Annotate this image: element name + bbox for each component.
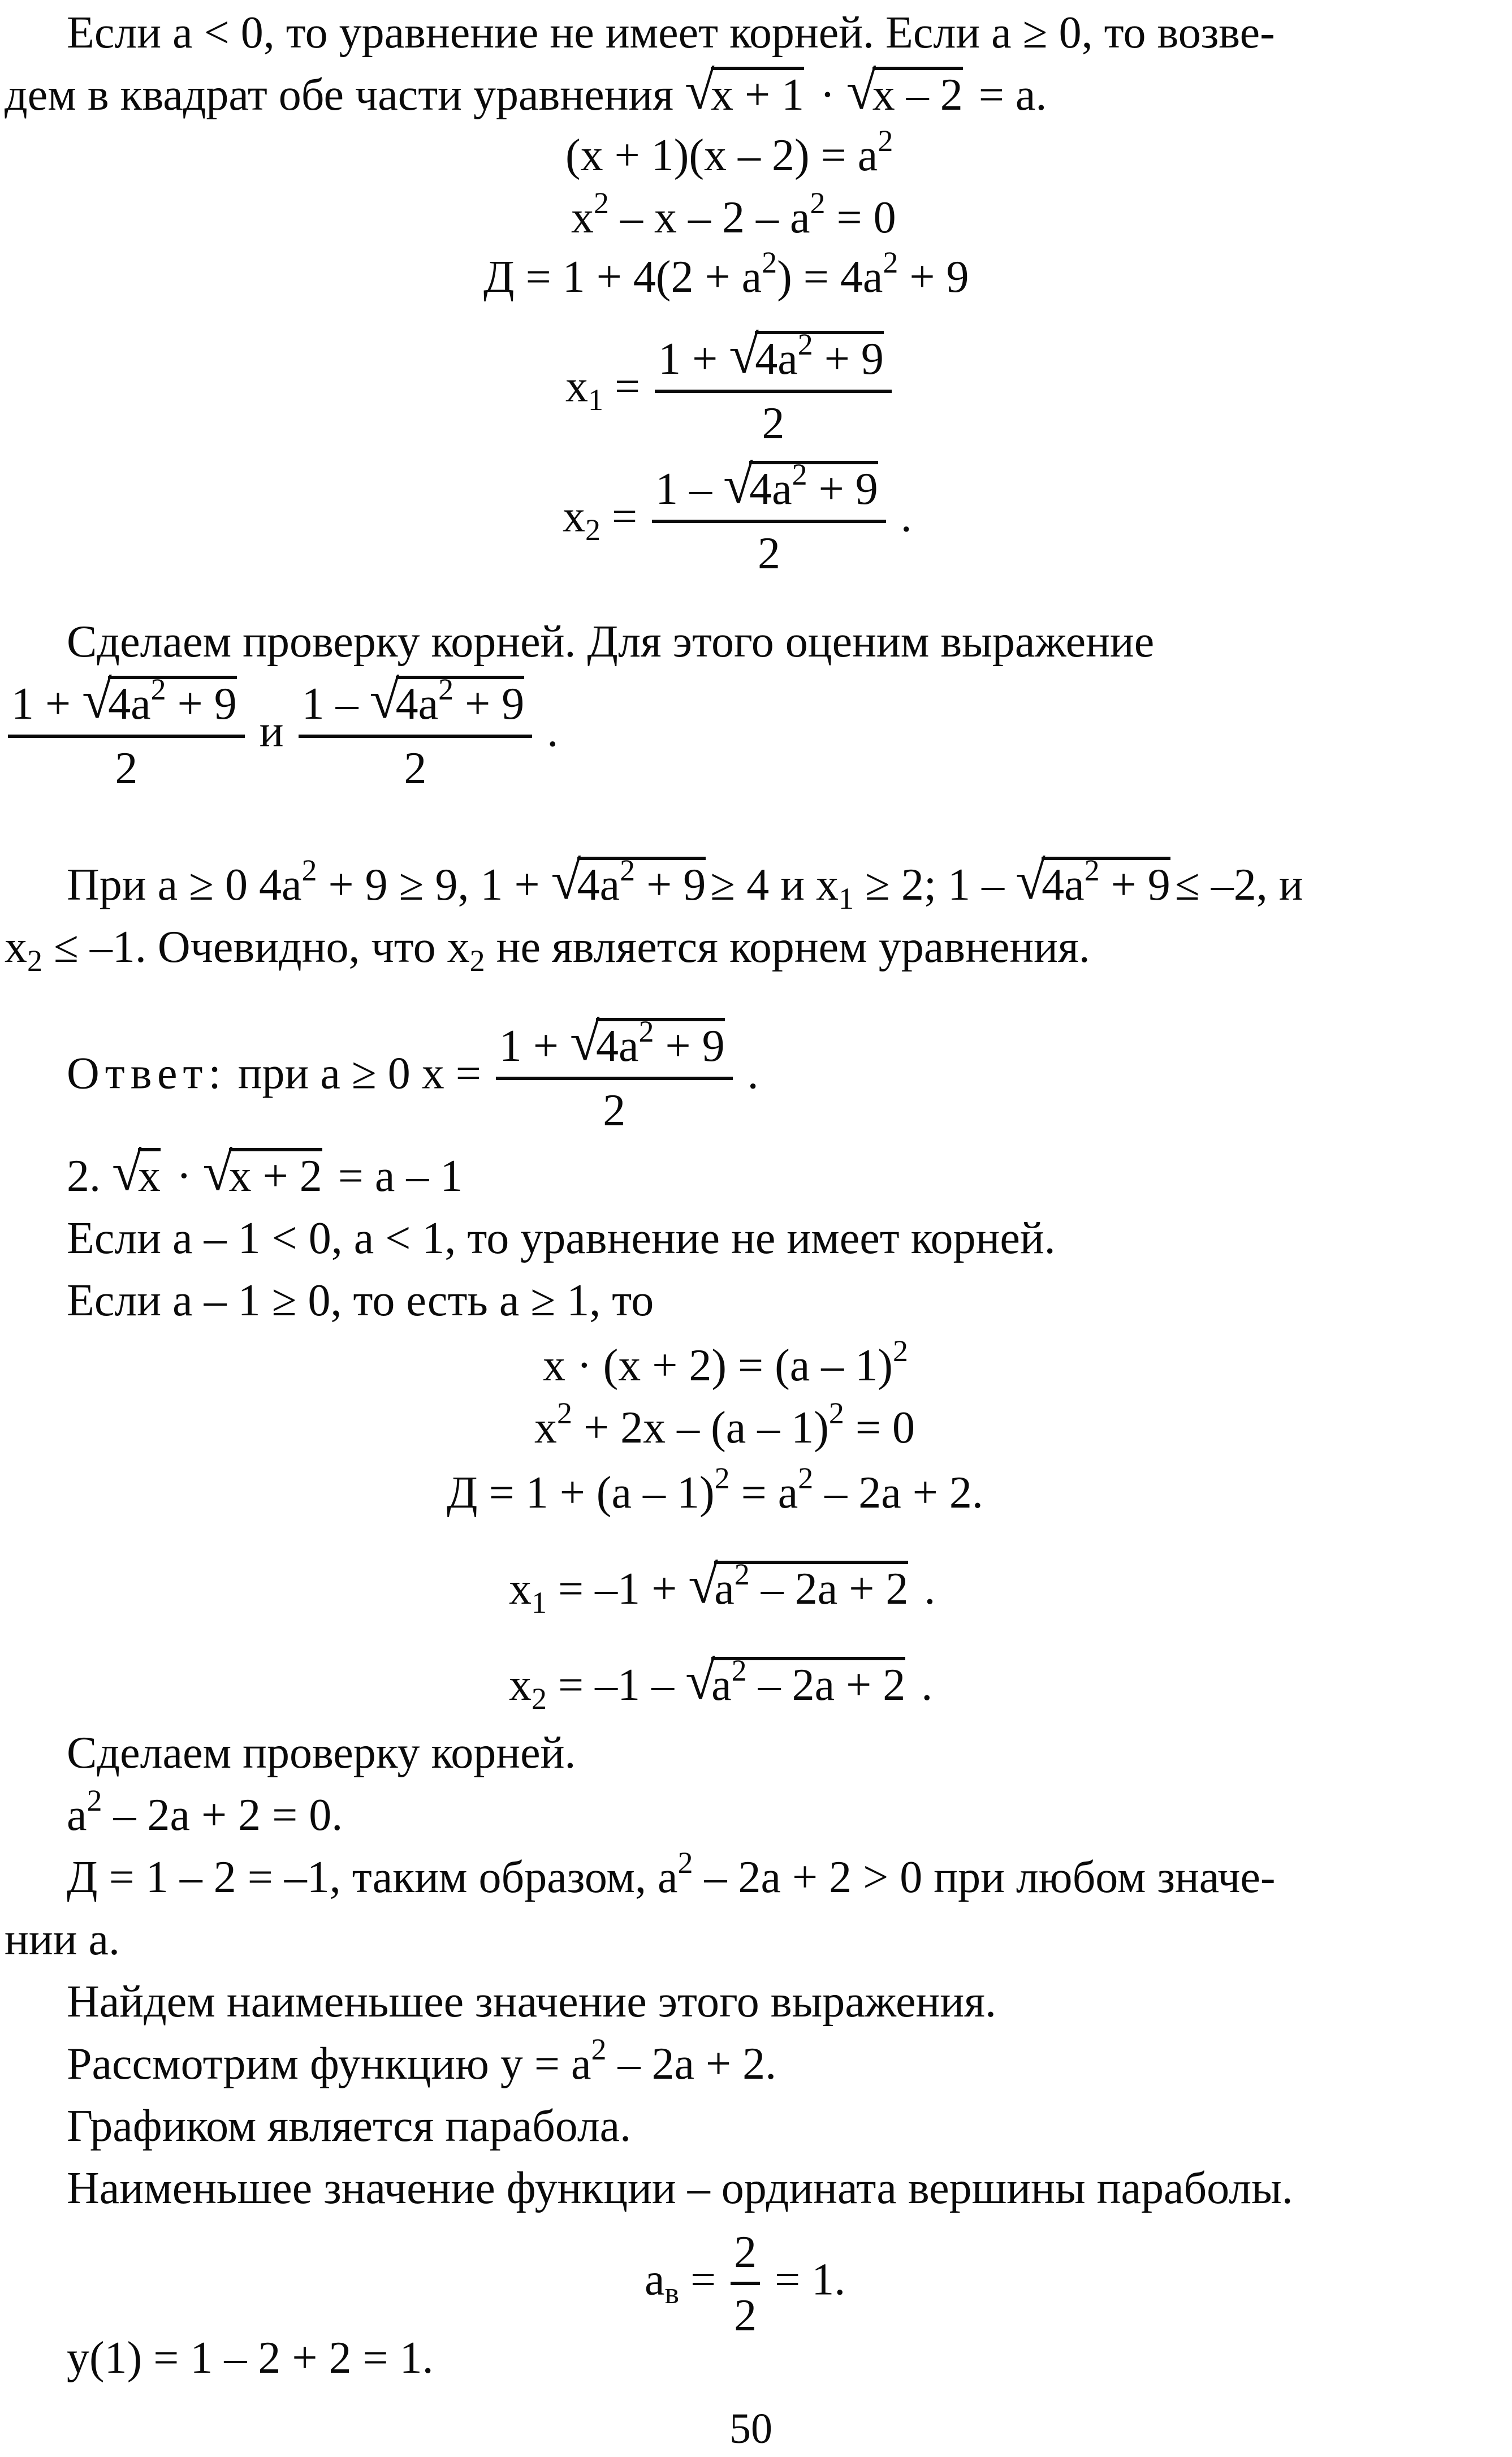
period: . bbox=[547, 706, 559, 757]
sqrt-expression: √ $4a^2 + 9$ bbox=[570, 1018, 729, 1074]
fraction-numerator: 1 + √ $4a^2 + 9$ bbox=[655, 331, 892, 393]
text-line: Найдем наименьшее значение этого выражения. bbox=[67, 1977, 996, 2027]
equation-vertex: $a_в$ = $\frac{2}{2}$ = 1. bbox=[645, 2225, 845, 2343]
equation-x1: $x_1 = -1$ + √ $a^2 - 2a + 2$ . bbox=[509, 1561, 935, 1622]
equation-text: = 0 bbox=[825, 193, 896, 243]
variable: x bbox=[565, 361, 588, 412]
answer-line: Ответ: при a ≥ 0 x = $\frac{1 + √ 4a^2 + 9}{2}$ . bbox=[67, 1018, 759, 1138]
fraction-denominator: 2 bbox=[603, 1086, 626, 1135]
sqrt-expression bbox=[685, 67, 809, 123]
sqrt-expression: √ $a^2 - 2a + 2$ bbox=[688, 1561, 913, 1617]
sqrt-expression bbox=[729, 327, 888, 387]
fraction-pair bbox=[5, 672, 559, 796]
superscript: 2 bbox=[810, 186, 826, 220]
text-line: При a ≥ 0 $4a^2 + 9 \ge 9$, 1 + √ $4a^2 + 9 \ge 4$ и $x_1 \ge 2$; 1 – √ $4a^2 + 9 \le -2$, и bbox=[67, 857, 1303, 918]
fraction bbox=[655, 327, 892, 451]
radicand: x – 2 bbox=[872, 67, 963, 119]
sqrt-expression: √ x + 2 bbox=[203, 1148, 327, 1204]
text-line: Если a < 0, то уравнение не имеет корней. Если a ≥ 0, то возве- bbox=[67, 8, 1275, 58]
equation: $Д = 1 + (a - 1)^2 = a^2 - 2a + 2$. bbox=[447, 1461, 983, 1518]
fraction-numerator: 1 + √ $4a^2 + 9$ bbox=[8, 676, 245, 738]
radicand: $4a^2 + 9$ bbox=[749, 461, 878, 517]
equation-text: – x – 2 – a bbox=[609, 193, 810, 243]
fraction-denominator: 2 bbox=[757, 529, 780, 578]
equation-x1 bbox=[565, 327, 895, 451]
fraction-numerator: 2 bbox=[731, 2225, 760, 2285]
subscript: 2 bbox=[585, 513, 601, 547]
superscript: 2 bbox=[594, 186, 609, 220]
radicand: x + 1 bbox=[711, 67, 804, 119]
text-line: Сделаем проверку корней. bbox=[67, 1728, 576, 1778]
text-line: $x_2 \le -1$. Очевидно, что $x_2$ не является корнем уравнения. bbox=[5, 922, 1090, 978]
equation: $x^2 + 2x - (a - 1)^2 = 0$ bbox=[534, 1396, 915, 1453]
radicand: $4a^2 + 9$ bbox=[755, 331, 884, 387]
text-line: Если a – 1 ≥ 0, то есть a ≥ 1, то bbox=[67, 1276, 654, 1325]
conjunction: и bbox=[259, 706, 284, 757]
superscript: 2 bbox=[883, 245, 898, 279]
text-line: $a^2 - 2a + 2 = 0$. bbox=[67, 1784, 343, 1840]
fraction-denominator: 2 bbox=[762, 399, 785, 448]
equation bbox=[571, 186, 896, 251]
fraction-denominator: 2 bbox=[404, 744, 427, 793]
text-line: Если a – 1 < 0, a < 1, то уравнение не имеет корней. bbox=[67, 1214, 1056, 1263]
variable: x bbox=[563, 491, 585, 542]
answer-label: Ответ: bbox=[67, 1048, 227, 1099]
sqrt-expression: √ $4a^2 + 9$ bbox=[551, 857, 711, 913]
fraction-numerator: 1 + √ $4a^2 + 9$ bbox=[496, 1018, 733, 1080]
equation-x2: $x_2 = -1$ – √ $a^2 - 2a + 2$ . bbox=[509, 1657, 932, 1718]
equation bbox=[483, 245, 969, 310]
text-line: Наименьшее значение функции – ордината вершины параболы. bbox=[67, 2164, 1293, 2213]
sqrt-expression: √ $4a^2 + 9$ bbox=[1016, 857, 1175, 913]
page-number: 50 bbox=[729, 2405, 772, 2452]
task-heading: 2. √ x · √ x + 2 = a – 1 bbox=[67, 1148, 463, 1204]
sqrt-expression bbox=[846, 67, 967, 123]
equals-sign: = bbox=[615, 361, 641, 412]
fraction bbox=[496, 1014, 733, 1138]
equation-text: (x + 1)(x – 2) = a bbox=[565, 131, 878, 180]
text-fragment: = a. bbox=[978, 70, 1047, 120]
text-line: Сделаем проверку корней. Для этого оценим выражение bbox=[67, 617, 1155, 667]
multiply-dot: · bbox=[820, 70, 835, 120]
sqrt-expression: √ $a^2 - 2a + 2$ bbox=[685, 1657, 910, 1713]
equation-text: x bbox=[571, 193, 594, 243]
fraction bbox=[652, 457, 886, 581]
superscript: 2 bbox=[762, 245, 777, 279]
sqrt-expression: √ x bbox=[112, 1148, 165, 1204]
fraction-numerator: 1 – √ $4a^2 + 9$ bbox=[652, 461, 886, 523]
subscript: 1 bbox=[588, 383, 603, 417]
text-fragment: дем в квадрат обе части уравнения bbox=[5, 70, 674, 120]
radicand: $4a^2 + 9$ bbox=[108, 676, 237, 732]
equation-text: ) = 4a bbox=[777, 252, 883, 302]
equation-text: Д = 1 + 4(2 + a bbox=[483, 252, 762, 302]
fraction-denominator: 2 bbox=[115, 744, 138, 793]
fraction-denominator: 2 bbox=[734, 2291, 757, 2341]
text-line: Д = 1 – 2 = –1, таким образом, $a^2 - 2a + 2 > 0$ при любом значе- bbox=[67, 1846, 1276, 1902]
fraction bbox=[299, 672, 533, 796]
equation-x2 bbox=[563, 457, 912, 581]
sqrt-expression bbox=[82, 672, 241, 732]
text-line: Графиком является парабола. bbox=[67, 2101, 632, 2151]
period: . bbox=[900, 491, 912, 542]
text-line: y(1) = 1 – 2 + 2 = 1. bbox=[67, 2333, 434, 2383]
sqrt-expression bbox=[723, 457, 883, 517]
equation bbox=[565, 124, 893, 188]
equation: x · (x + 2) = (a – 1)$^2$ bbox=[543, 1334, 908, 1391]
text-line: нии a. bbox=[5, 1915, 120, 1964]
sqrt-expression bbox=[370, 672, 529, 732]
text-line: Рассмотрим функцию $y = a^2 - 2a + 2$. bbox=[67, 2032, 777, 2089]
equals-sign: = bbox=[612, 491, 638, 542]
superscript: 2 bbox=[878, 124, 893, 158]
text-line bbox=[5, 67, 1047, 123]
fraction bbox=[731, 2225, 760, 2343]
radicand: $4a^2 + 9$ bbox=[396, 676, 525, 732]
fraction-numerator: 1 – √ $4a^2 + 9$ bbox=[299, 676, 533, 738]
equation-text: + 9 bbox=[898, 252, 969, 302]
fraction bbox=[8, 672, 245, 796]
